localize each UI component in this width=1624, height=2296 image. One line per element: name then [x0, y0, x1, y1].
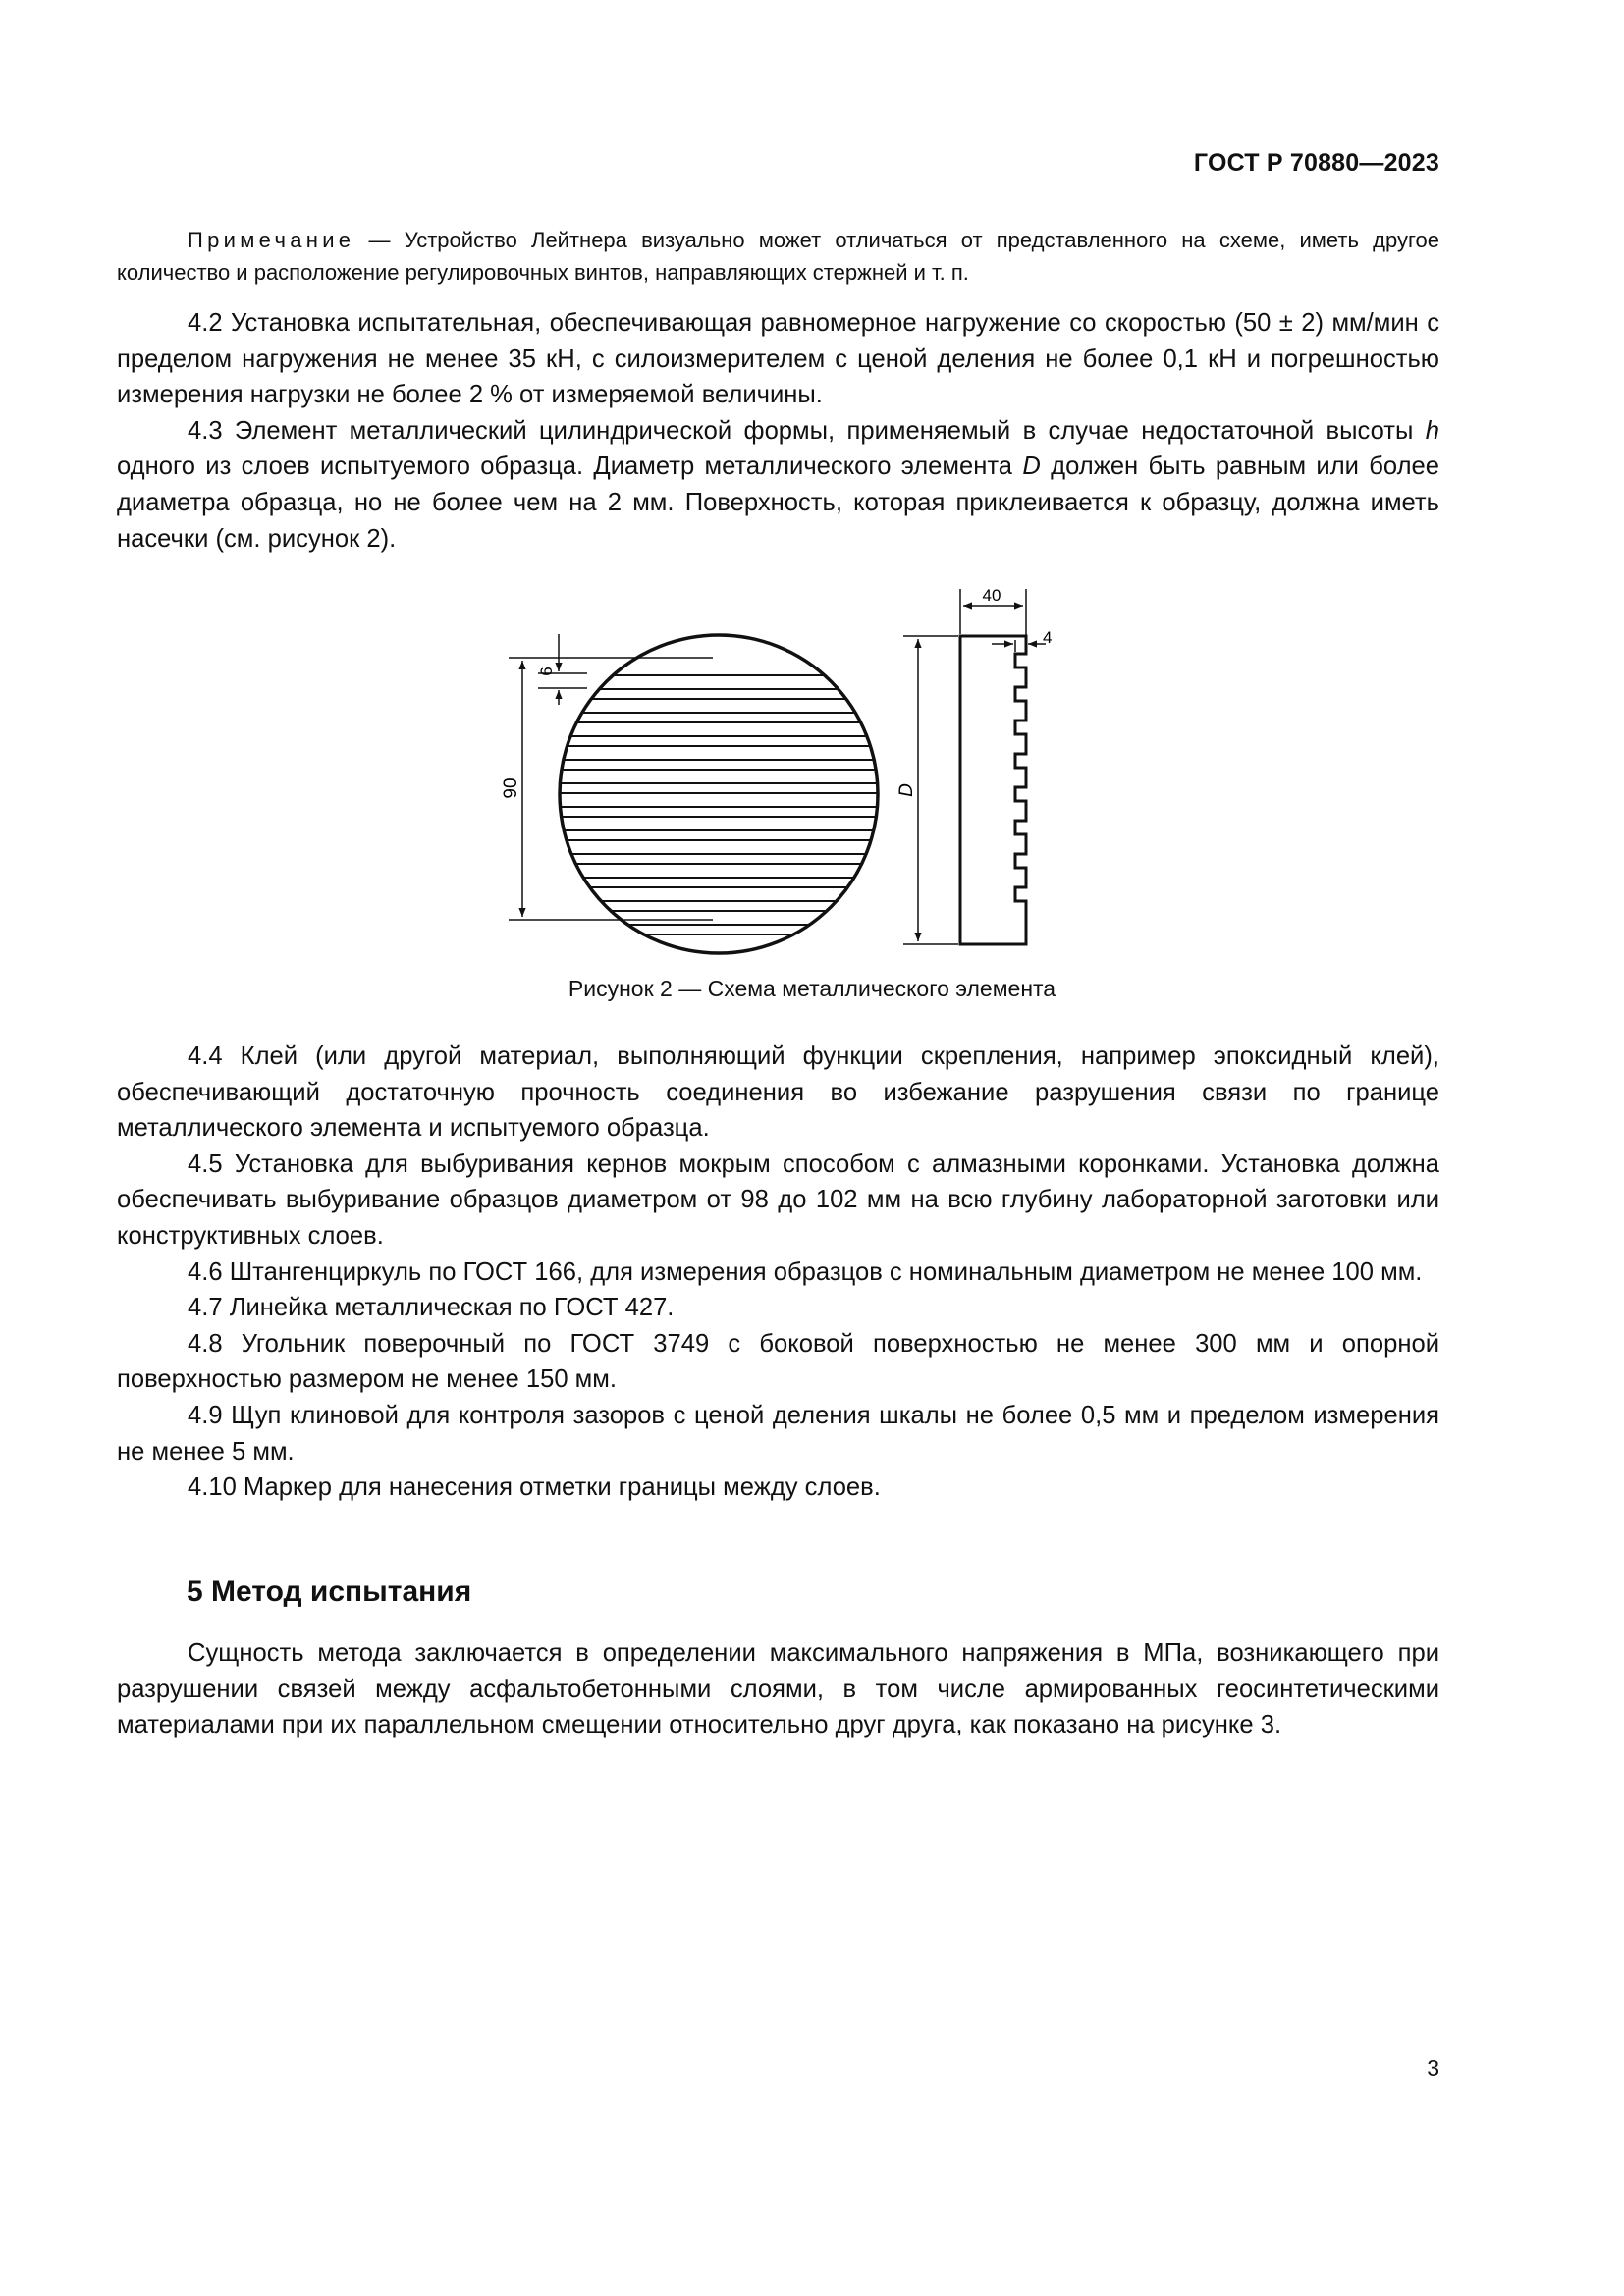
element-side-view [960, 636, 1026, 944]
clause-4-6: 4.6 Штангенциркуль по ГОСТ 166, для измерения образцов с номинальным диаметром не менее 100 мм. [188, 1257, 1423, 1286]
page-number: 3 [1427, 2056, 1439, 2081]
dimension-diameter-label: D [896, 783, 917, 797]
figure-caption: Рисунок 2 — Схема металлического элемента [568, 976, 1056, 1001]
symbol-h: h [1425, 416, 1439, 445]
dimension-height [509, 658, 713, 920]
dimension-width-label: 40 [982, 586, 1001, 605]
note-label: Примечание [188, 228, 355, 252]
note-text: — Устройство Лейтнера визуально может отличаться от представленного на схеме, иметь другое количество и расположение регулировочных винтов, направляющих стержней и т. п. [117, 228, 1439, 285]
clause-4-8: 4.8 Угольник поверочный по ГОСТ 3749 с боковой поверхностью не менее 300 мм и опорной поверхностью размером не менее 150 мм. [117, 1329, 1439, 1394]
document-number: ГОСТ Р 70880—2023 [1193, 149, 1439, 177]
figure-2-drawing [0, 0, 1624, 982]
clause-4-7: 4.7 Линейка металлическая по ГОСТ 427. [188, 1294, 675, 1322]
clause-4-4: 4.4 Клей (или другой материал, выполняющий функции скрепления, например эпоксидный клей), обеспечивающий достаточную прочность соединения во избежание разрушения связи по границе металлического элемента и испытуемого образца. [117, 1042, 1439, 1143]
dimension-notch-label: 4 [1043, 628, 1053, 647]
element-face-view [550, 635, 893, 953]
clause-4-3-part-c: должен быть равным или более диаметра образца, но не более чем на 2 мм. Поверхность, которая приклеивается к образцу, должна иметь насечки (см. рисунок 2). [117, 453, 1439, 553]
clauses-lower [117, 1039, 1439, 1506]
clause-4-3-part-b: одного из слоев испытуемого образца. Диаметр металлического элемента [117, 453, 1023, 481]
clause-4-10: 4.10 Маркер для нанесения отметки границы между слоев. [188, 1473, 881, 1502]
section-5-body [117, 1635, 1439, 1743]
clause-4-5: 4.5 Установка для выбуривания кернов мокрым способом с алмазными коронками. Установка должна обеспечивать выбуривание образцов диаметром от 98 до 102 мм на всю глубину лабораторной заготовки или конструктивных слоев. [117, 1149, 1439, 1250]
clause-4-3-part-a: 4.3 Элемент металлический цилиндрической формы, применяемый в случае недостаточной высоты [188, 416, 1426, 445]
symbol-d: D [1022, 453, 1041, 481]
section-5-paragraph: Сущность метода заключается в определении максимального напряжения в МПа, возникающего при разрушении связей между асфальтобетонными слоями, в том числе армированных геосинтетическими материалами при их параллельном смещении относительно друг друга, как показано на рисунке 3. [117, 1639, 1439, 1739]
dimension-height-label: 90 [501, 777, 521, 799]
dimension-pitch-label: 6 [537, 667, 556, 676]
section-5-heading: 5 Метод испытания [187, 1575, 472, 1608]
clause-4-2: 4.2 Установка испытательная, обеспечивающая равномерное нагружение со скоростью (50 ± 2) мм/мин с пределом нагружения не менее 35 кН, с силоизмерителем с ценой деления не более 0,1 кН и погрешностью измерения нагрузки не более 2 % от измеряемой величины. [117, 309, 1439, 409]
clause-4-9: 4.9 Щуп клиновой для контроля зазоров с ценой деления шкалы не более 0,5 мм и пределом измерения не менее 5 мм. [117, 1401, 1439, 1466]
